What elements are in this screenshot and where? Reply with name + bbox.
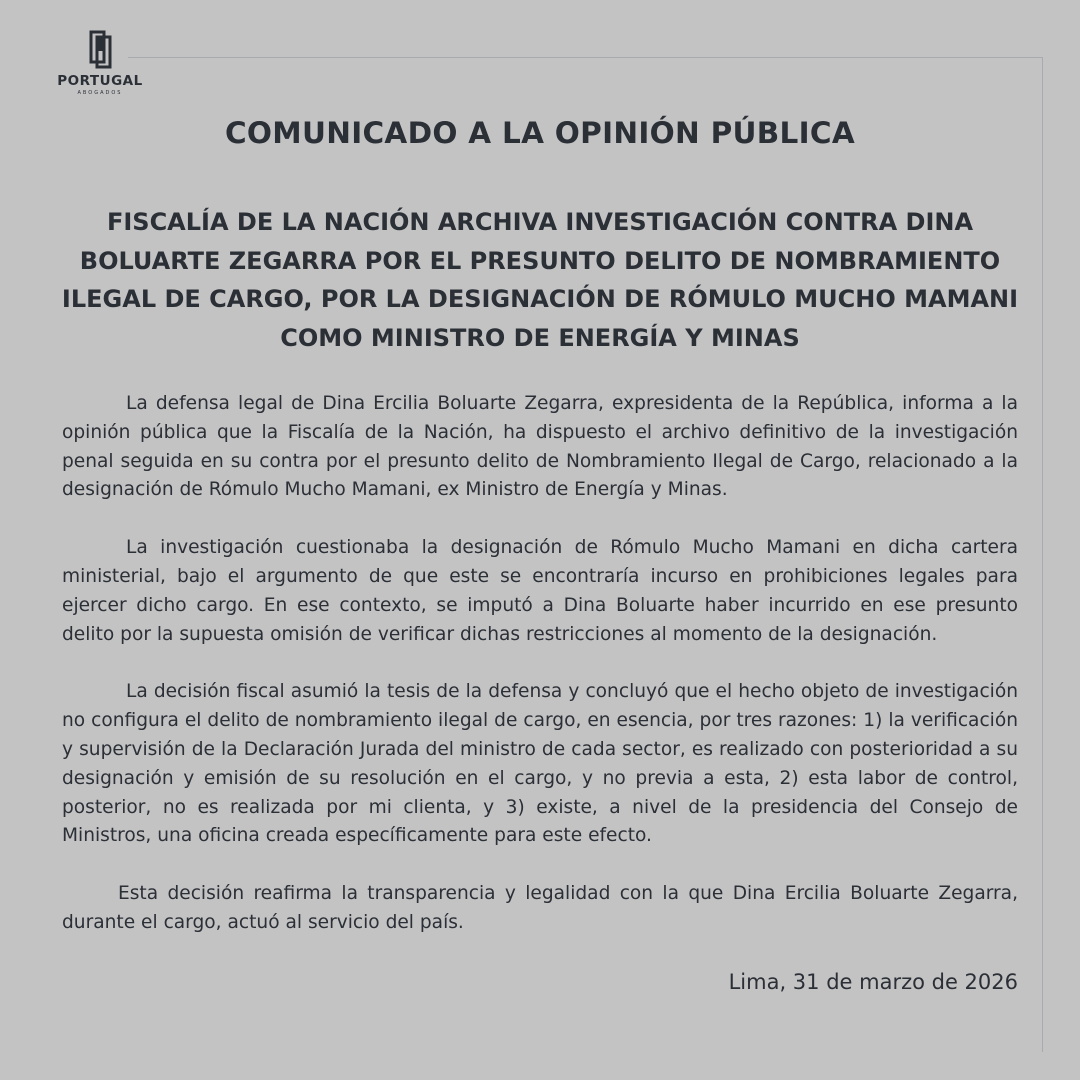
logo-subtitle: ABOGADOS xyxy=(77,90,123,96)
paragraph: La decisión fiscal asumió la tesis de la defensa y concluyó que el hecho objeto de investigación no configura el delito de nombramiento ilegal de cargo, en esencia, por tres razones: 1) la verificación y supervisión de la Declaración Jurada del ministro de cada sector, es realizado con posterioridad a su designación y emisión de su resolución en el cargo, y no previa a esta, 2) esta labor de control, posterior, no es realizada por mi clienta, y 3) existe, a nivel de la presidencia del Consejo de Ministros, una oficina creada específicamente para este efecto. xyxy=(62,681,1018,847)
logo-name: PORTUGAL xyxy=(57,73,143,89)
firm-logo xyxy=(48,28,152,96)
document-body xyxy=(62,390,1018,938)
portugal-logo-icon xyxy=(86,28,114,70)
place-date-signoff: Lima, 31 de marzo de 2026 xyxy=(728,970,1018,994)
document-subtitle: FISCALÍA DE LA NACIÓN ARCHIVA INVESTIGACIÓN CONTRA DINA BOLUARTE ZEGARRA POR EL PRESUNTO DELITO DE NOMBRAMIENTO ILEGAL DE CARGO, POR LA DESIGNACIÓN DE RÓMULO MUCHO MAMANI COMO MINISTRO DE ENERGÍA Y MINAS xyxy=(61,208,1019,352)
paragraph: La defensa legal de Dina Ercilia Boluarte Zegarra, expresidenta de la República, informa a la opinión pública que la Fiscalía de la Nación, ha dispuesto el archivo definitivo de la investigación penal seguida en su contra por el presunto delito de Nombramiento Ilegal de Cargo, relacionado a la designación de Rómulo Mucho Mamani, ex Ministro de Energía y Minas. xyxy=(62,393,1018,501)
paragraph: La investigación cuestionaba la designación de Rómulo Mucho Mamani en dicha cartera ministerial, bajo el argumento de que este se encontraría incurso en prohibiciones legales para ejercer dicho cargo. En ese contexto, se imputó a Dina Boluarte haber incurrido en ese presunto delito por la supuesta omisión de verificar dichas restricciones al momento de la designación. xyxy=(62,537,1018,645)
document-title: COMUNICADO A LA OPINIÓN PÚBLICA xyxy=(224,116,855,150)
paragraph: Esta decisión reafirma la transparencia y legalidad con la que Dina Ercilia Boluarte Zegarra, durante el cargo, actuó al servicio del país. xyxy=(62,883,1018,933)
frame-line-right xyxy=(1042,57,1043,1052)
frame-line-top xyxy=(128,57,1043,58)
